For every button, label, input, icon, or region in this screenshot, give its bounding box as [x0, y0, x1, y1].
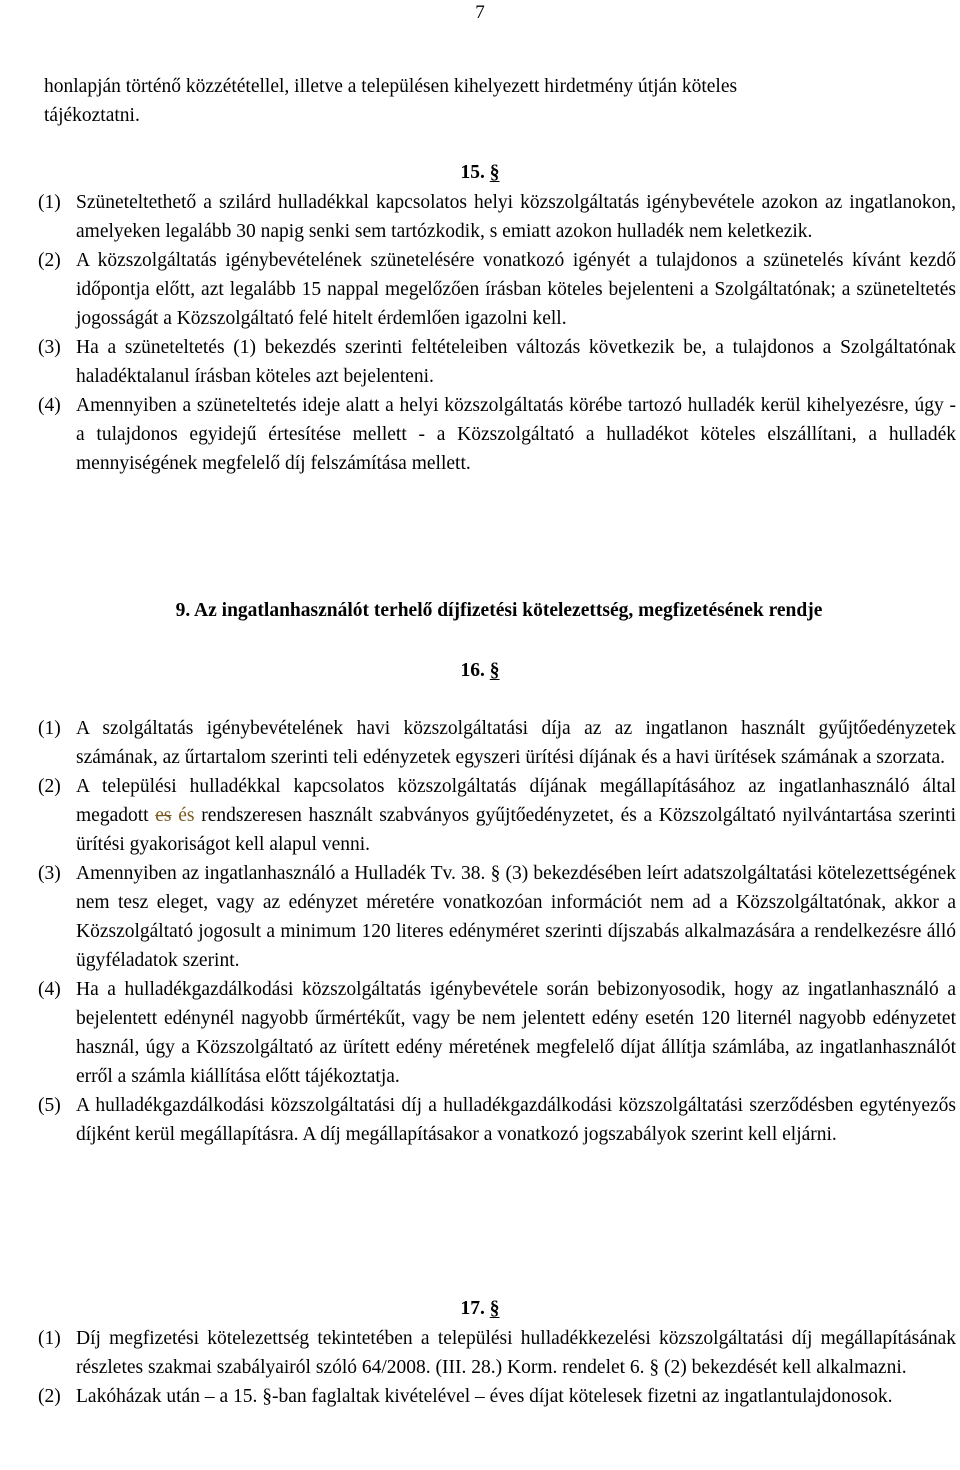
para-text: Ha a hulladékgazdálkodási közszolgáltatás igénybevétele során bebizonyosodik, hogy az ingatlanhasználó a bejelentett edénynél nagyobb űrmértékűt, vagy be nem jelentett edény esetén 120 liternél nagyobb edényzetet használ, úgy a Közszolgáltató az ürített edény méretének megfelelő díjat állítja számlába, az ingatlanhasználót erről a számla kiállítása előtt tájékoztatja.	[76, 979, 956, 1087]
s16-para-5	[38, 1091, 956, 1149]
section-16-body	[38, 714, 956, 1149]
text-after: rendszeresen használt szabványos gyűjtőedényzetet, és a Közszolgáltató nyilvántartása szerinti ürítési gyakoriságot kell alapul venni.	[76, 805, 957, 855]
para-text: Amennyiben az ingatlanhasználó a Hulladék Tv. 38. § (3) bekezdésében leírt adatszolgáltatási kötelezettségének nem tesz eleget, vagy az edényzet méretére vonatkozóan információt nem ad a Közszolgáltatónak, akkor a Közszolgáltató jogosult a minimum 120 literes edényméret szerinti díjszabás alkalmazására a rendelkezésre álló ügyféladatok szerint.	[76, 863, 956, 971]
para-number: (2)	[38, 776, 61, 797]
para-number: (2)	[38, 250, 61, 271]
section-15-number: 15.	[460, 162, 485, 183]
section-17-number: 17.	[460, 1298, 485, 1319]
para-number: (1)	[38, 718, 61, 739]
para-number: (4)	[38, 395, 61, 416]
s15-para-3	[38, 333, 956, 391]
intro-line-1: honlapján történő közzététellel, illetve a településen kihelyezett hirdetmény útján köteles	[44, 76, 738, 97]
para-number: (5)	[38, 1095, 61, 1116]
section-16-number: 16.	[460, 660, 485, 681]
para-text: Szüneteltethető a szilárd hulladékkal kapcsolatos helyi közszolgáltatás igénybevétele azokon az ingatlanokon, amelyeken legalább 30 napig senki sem tartózkodik, s emiatt azokon hulladék nem keletkezik.	[76, 192, 956, 242]
struck-word: es	[155, 805, 172, 826]
s15-para-1	[38, 188, 956, 246]
para-number: (1)	[38, 1328, 61, 1349]
intro-line-2: tájékoztatni.	[44, 105, 140, 126]
section-17-sign: §	[489, 1298, 500, 1319]
section-15-heading	[0, 158, 960, 187]
para-text	[76, 772, 956, 859]
s16-para-2	[38, 772, 956, 859]
s16-para-4	[38, 975, 956, 1091]
para-text: Díj megfizetési kötelezettség tekintetében a települési hulladékkezelési közszolgáltatási díj megállapításának részletes szakmai szabályairól szóló 64/2008. (III. 28.) Korm. rendelet 6. § (2) bekezdését kell alkalmazni.	[76, 1328, 956, 1378]
para-text: A szolgáltatás igénybevételének havi közszolgáltatási díja az az ingatlanon használt gyűjtőedényzetek számának, az űrtartalom szerinti teli edényzetek egyszeri ürítési díjának és a havi ürítések számának a szorzata.	[76, 718, 956, 768]
para-number: (4)	[38, 979, 61, 1000]
section-15-body	[38, 188, 956, 478]
para-number: (2)	[38, 1386, 61, 1407]
section-16-sign: §	[489, 660, 500, 681]
s17-para-1	[38, 1324, 956, 1382]
para-number: (3)	[38, 337, 61, 358]
para-text: Ha a szüneteltetés (1) bekezdés szerinti feltételeiben változás következik be, a tulajdonos a Szolgáltatónak haladéktalanul írásban köteles azt bejelenteni.	[76, 337, 956, 387]
intro-paragraph	[44, 72, 956, 130]
para-text: A hulladékgazdálkodási közszolgáltatási díj a hulladékgazdálkodási közszolgáltatási szerződésben egytényezős díjként kerül megállapításra. A díj megállapításakor a vonatkozó jogszabályok szerint kell eljárni.	[76, 1095, 956, 1145]
para-text: Lakóházak után – a 15. §-ban faglaltak kivételével – éves díjat kötelesek fizetni az ingatlantulajdonosok.	[76, 1386, 893, 1407]
inserted-word: és	[178, 805, 195, 826]
para-text: A közszolgáltatás igénybevételének szünetelésére vonatkozó igényét a tulajdonos a szünetelés kívánt kezdő időpontja előtt, azt legalább 15 nappal megelőzően írásban köteles bejelenteni a Szolgáltatónak; a szüneteltetés jogosságát a Közszolgáltató felé hitelt érdemlően igazolni kell.	[76, 250, 956, 329]
para-text: Amennyiben a szüneteltetés ideje alatt a helyi közszolgáltatás körébe tartozó hulladék kerül kihelyezésre, úgy - a tulajdonos egyidejű értesítése mellett - a Közszolgáltató a hulladékot köteles elszállítani, a hulladék mennyiségének megfelelő díj felszámítása mellett.	[76, 395, 956, 474]
s16-para-1	[38, 714, 956, 772]
s15-para-4	[38, 391, 956, 478]
s16-para-3	[38, 859, 956, 975]
text-before: A települési hulladékkal kapcsolatos közszolgáltatás díjának megállapításához az ingatlanhasználó által megadott	[76, 776, 956, 826]
section-15-sign: §	[489, 162, 500, 183]
para-number: (1)	[38, 192, 61, 213]
page-number: 7	[475, 2, 485, 23]
s15-para-2	[38, 246, 956, 333]
para-number: (3)	[38, 863, 61, 884]
section-17-heading	[0, 1294, 960, 1323]
section-17-body	[38, 1324, 956, 1411]
section-16-heading	[0, 656, 960, 685]
section-9-title: 9. Az ingatlanhasználót terhelő díjfizetési kötelezettség, megfizetésének rendje	[175, 600, 823, 621]
s17-para-2	[38, 1382, 956, 1411]
